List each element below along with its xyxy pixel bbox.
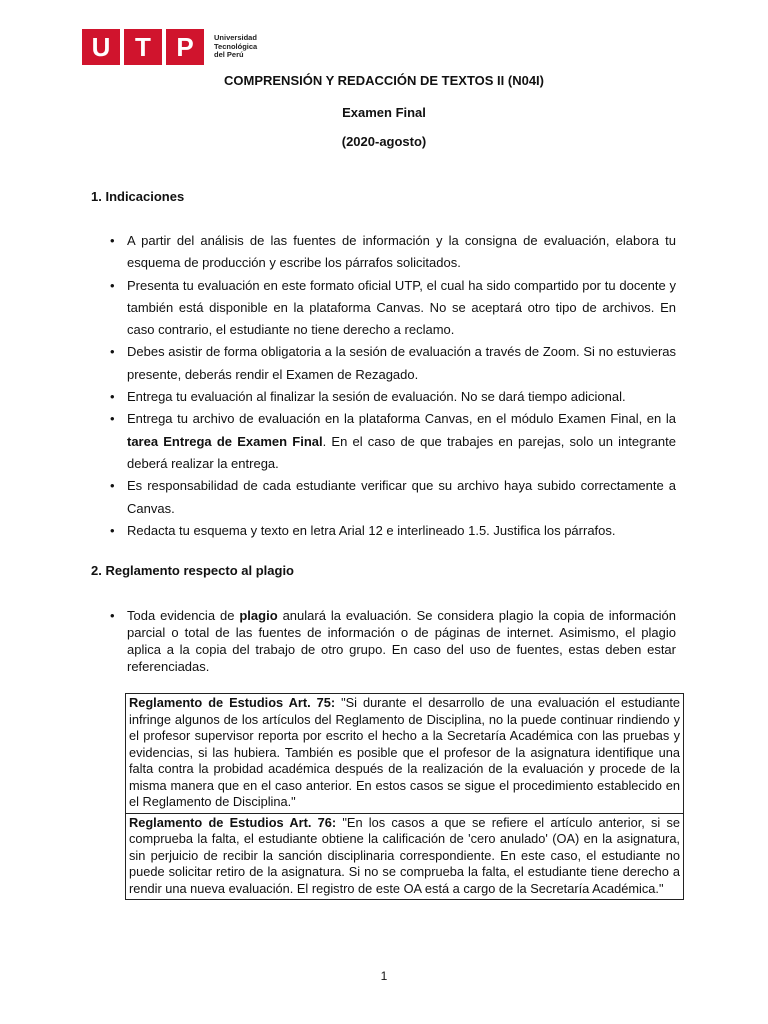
- list-item-text: Debes asistir de forma obligatoria a la sesión de evaluación a través de Zoom. Si no estuvieras presente, deberás rendir el Examen de Rezagado.: [127, 344, 676, 382]
- logo-letter-u: U: [82, 29, 120, 65]
- list-item-emphasis: tarea Entrega de Examen Final: [127, 433, 323, 449]
- list-item: [110, 230, 676, 275]
- utp-logo: [82, 29, 257, 65]
- list-item: [110, 408, 676, 475]
- list-item-text: Entrega tu archivo de evaluación en la plataforma Canvas, en el módulo Examen Final, en la: [127, 411, 676, 427]
- list-item-text: Redacta tu esquema y texto en letra Arial 12 e interlineado 1.5. Justifica los párrafos.: [127, 522, 616, 538]
- list-item-text: Presenta tu evaluación en este formato oficial UTP, el cual ha sido compartido por tu docente y también está disponible en la plataforma Canvas. No se aceptará otro tipo de archivos. En caso contrario, el estudiante no tiene derecho a reclamo.: [127, 277, 676, 338]
- utp-logo-mark: [82, 29, 208, 65]
- list-item-text: A partir del análisis de las fuentes de información y la consigna de evaluación, elabora tu esquema de producción y escribe los párrafos solicitados.: [127, 233, 676, 271]
- list-item-text: Entrega tu evaluación al finalizar la sesión de evaluación. No se dará tiempo adicional.: [127, 389, 626, 405]
- reglamento-art-76-label: Reglamento de Estudios Art. 76:: [129, 814, 337, 830]
- reglamento-art-75: [126, 694, 683, 813]
- list-item: [110, 386, 676, 408]
- page-number: 1: [380, 969, 388, 983]
- list-item: [110, 475, 676, 520]
- list-item: [110, 341, 676, 386]
- logo-letter-p: P: [166, 29, 204, 65]
- list-item-emphasis: plagio: [239, 608, 278, 623]
- logo-line-2: Tecnológica: [214, 41, 258, 51]
- document-date: (2020-agosto): [341, 134, 427, 149]
- logo-letter-t: T: [124, 29, 162, 65]
- reglamento-art-75-text: "Si durante el desarrollo de una evaluación el estudiante infringe algunos de los artículos del Reglamento de Disciplina, no la puede continuar rindiendo y el profesor supervisor reporta por escrito el hecho a la Secretaría Académica con las pruebas y evidencias, si las hubiera. También es posible que el profesor de la asignatura identifique una falta contra la probidad académica después de la realización de la evaluación y procede de la misma manera que en el caso anterior. En estos casos se sigue el procedimiento establecido en el Reglamento de Disciplina.": [129, 695, 680, 809]
- document-subtitle: Examen Final: [342, 105, 426, 120]
- list-item-text: Toda evidencia de: [127, 608, 240, 623]
- list-item-text-continued: anulará la evaluación. Se considera plagio la copia de información parcial o total de las fuentes de información o de páginas de internet. Asimismo, el plagio aplica a la copia del trabajo de otro grupo. En caso del uso de fuentes, estas deben estar referenciadas.: [127, 608, 676, 674]
- list-item-text-continued: . En el caso de que trabajes en parejas, solo un integrante deberá realizar la entrega.: [127, 433, 677, 471]
- logo-line-1: Universidad: [214, 33, 257, 43]
- section-plagio-heading: 2. Reglamento respecto al plagio: [91, 563, 294, 578]
- list-item: [110, 520, 676, 542]
- plagio-list: [110, 607, 676, 675]
- list-item: [110, 275, 676, 342]
- logo-line-3: del Perú: [214, 50, 244, 60]
- reglamento-art-75-label: Reglamento de Estudios Art. 75:: [129, 695, 336, 710]
- section-indicaciones-heading: 1. Indicaciones: [91, 189, 185, 204]
- list-item: [110, 607, 676, 675]
- list-item-text: Es responsabilidad de cada estudiante verificar que su archivo haya subido correctamente a Canvas.: [127, 478, 676, 516]
- indicaciones-list: [110, 230, 676, 542]
- reglamento-art-76: [126, 813, 683, 900]
- reglamento-art-76-text: "En los casos a que se refiere el artículo anterior, si se comprueba la falta, el estudiante obtiene la calificación de 'cero anulado' (OA) en la asignatura, sin perjuicio de recibir la sanción disciplinaria correspondiente. En este caso, el estudiante no puede solicitar retiro de la asignatura. Si no se comprueba la falta, el estudiante tiene derecho a rendir una nueva evaluación. El registro de este OA está a cargo de la Secretaría Académica.": [129, 814, 680, 896]
- reglamento-table: [125, 693, 684, 900]
- logo-university-name: [214, 34, 257, 60]
- document-title: COMPRENSIÓN Y REDACCIÓN DE TEXTOS II (N04I): [224, 73, 544, 88]
